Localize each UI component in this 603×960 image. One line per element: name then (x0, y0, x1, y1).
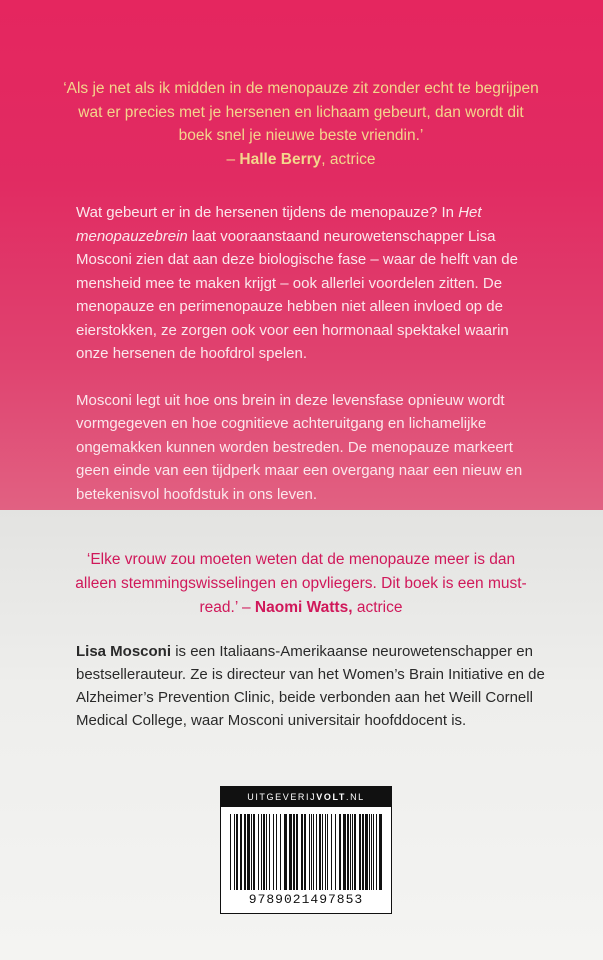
barcode-bar (331, 814, 332, 890)
barcode-bar (253, 814, 255, 890)
barcode-bar (258, 814, 259, 890)
quote-author: Halle Berry (239, 150, 322, 168)
barcode-bar (379, 814, 382, 890)
barcode-bar (276, 814, 277, 890)
barcode-bar (343, 814, 346, 890)
barcode-bar (339, 814, 341, 890)
barcode-bar (359, 814, 361, 890)
barcode-bar (269, 814, 270, 890)
barcode-bar (234, 814, 235, 890)
barcode-bar (327, 814, 328, 890)
quote-author-role: , actrice (321, 150, 376, 168)
barcode-bar (284, 814, 287, 890)
author-name: Lisa Mosconi (76, 643, 172, 660)
naomi-watts-quote (70, 548, 532, 620)
publisher-name: UITGEVERIJ (247, 792, 317, 802)
author-bio (76, 640, 556, 732)
barcode-bar (236, 814, 238, 890)
barcode-bar (319, 814, 321, 890)
quote-text: ‘Elke vrouw zou moeten weten dat de menopauze meer is dan alleen stemmingswisselingen en opvliegers. Dit boek is een must-read.’ (75, 551, 527, 616)
barcode-bar (316, 814, 317, 890)
barcode-bar (376, 814, 377, 890)
publisher-label (221, 787, 391, 807)
barcode-bar (352, 814, 353, 890)
isbn-barcode-box (220, 786, 392, 914)
halle-berry-quote (60, 77, 542, 171)
author-bio-text: is een Italiaans-Amerikaanse neurowetenschapper en bestsellerauteur. Ze is directeur van het Women’s Brain Initiative en de Alzheimer’s Prevention Clinic, beide verbonden aan het Weill Cornell Medical College, waar Mosconi universitair hoofddocent is. (76, 643, 545, 729)
blurb-text: laat vooraanstaand neurowetenschapper Lisa Mosconi zien dat aan deze biologische fase – waar de helft van de mensheid mee te maken krijgt – ook allerlei voordelen zitten. De menopauze en perimenopauze hebben niet alleen invloed op de eierstokken, ze zorgen ook voor een hormonaal spektakel waarin onze hersenen de hoofdrol spelen. (76, 227, 518, 362)
quote-dash: – (237, 599, 255, 616)
publisher-domain: .NL (345, 792, 365, 802)
barcode-bar (304, 814, 306, 890)
barcode-bar (266, 814, 267, 890)
barcode-icon (230, 814, 382, 890)
barcode-bar (289, 814, 292, 890)
quote-text: ‘Als je net als ik midden in de menopauze zit zonder echt te begrijpen wat er precies met je hersenen en lichaam gebeurt, dan wordt dit boek snel je nieuwe beste vriendin.’ (63, 80, 539, 144)
barcode-bar (251, 814, 252, 890)
quote-author-role: actrice (352, 599, 403, 616)
barcode-bar (261, 814, 262, 890)
barcode-bar (354, 814, 356, 890)
barcode-bar (280, 814, 281, 890)
book-title: Het menopauzebrein (76, 204, 482, 245)
barcode-bar (309, 814, 310, 890)
quote-author: Naomi Watts, (254, 599, 353, 616)
barcode-bar (313, 814, 314, 890)
barcode-bar (350, 814, 351, 890)
barcode-bar (322, 814, 323, 890)
barcode-bar (362, 814, 364, 890)
barcode-bar (296, 814, 298, 890)
barcode-bar (293, 814, 295, 890)
barcode-bar (273, 814, 274, 890)
barcode-bar (347, 814, 349, 890)
quote-dash: – (226, 150, 240, 168)
barcode-bar (301, 814, 303, 890)
barcode-bar (371, 814, 372, 890)
publisher-name-bold: VOLT (316, 792, 346, 802)
barcode-bar (244, 814, 246, 890)
quote-attribution (60, 148, 542, 172)
barcode-bar (240, 814, 242, 890)
barcode-bar (335, 814, 336, 890)
barcode-bar (263, 814, 265, 890)
blurb-paragraph-2: Mosconi legt uit hoe ons brein in deze levensfase opnieuw wordt vormgegeven en hoe cognitieve achteruitgang en lichamelijke ongemakken kunnen worden bestreden. De menopauze markeert geen einde van een tijdperk maar een overgang naar een nieuw en betekenisvol hoofdstuk in ons leven. (76, 391, 523, 503)
barcode-bar (325, 814, 326, 890)
barcode-bar (369, 814, 370, 890)
blurb-paragraph-1 (76, 201, 536, 366)
barcode-bar (247, 814, 250, 890)
barcode-bar (365, 814, 368, 890)
isbn-number: 9789021497853 (248, 892, 364, 907)
barcode-bar (373, 814, 374, 890)
blurb-text: Wat gebeurt er in de hersenen tijdens de menopauze? In (76, 204, 459, 221)
book-blurb (76, 201, 536, 529)
barcode-bar (230, 814, 231, 890)
barcode-bar (311, 814, 312, 890)
